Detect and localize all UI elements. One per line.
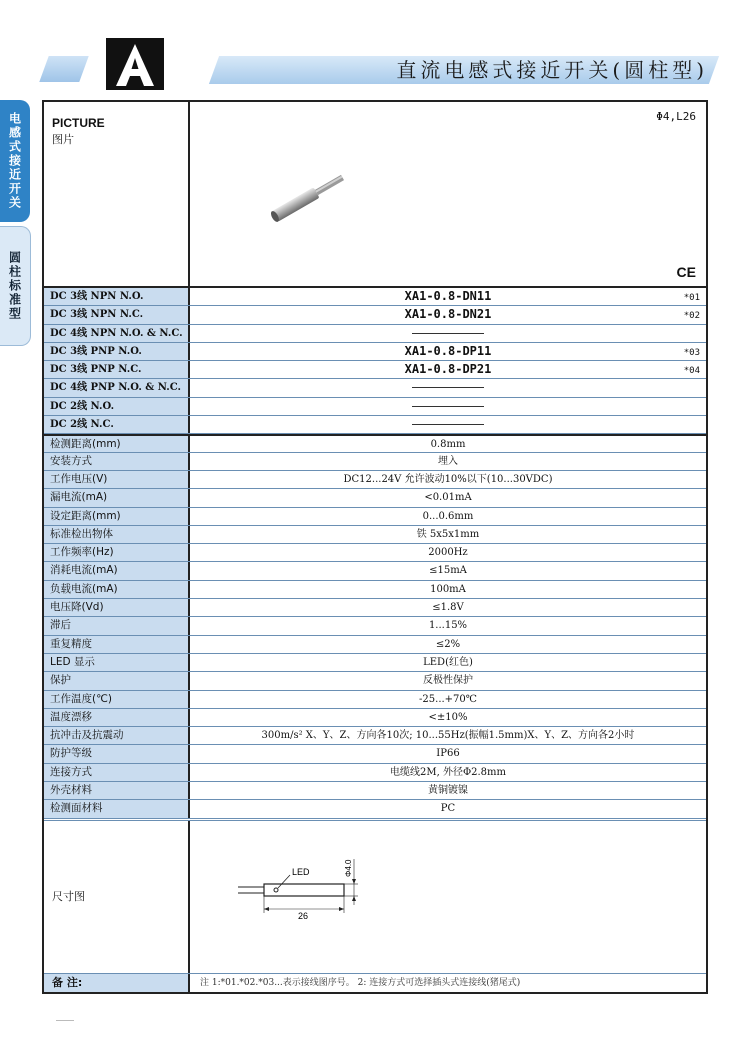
model-label: DC 3线 NPN N.C.: [44, 306, 190, 323]
spec-value: LED(红色): [190, 654, 706, 671]
spec-row: [44, 745, 706, 763]
spec-row: [44, 453, 706, 471]
spec-table: [44, 288, 706, 819]
empty-dash: [412, 333, 484, 334]
model-note: *02: [683, 311, 700, 322]
model-value: [190, 288, 706, 305]
spec-value: DC12...24V 允许波动10%以下(10...30VDC): [190, 471, 706, 488]
spec-label: 工作频率(Hz): [44, 544, 190, 561]
spec-row: [44, 782, 706, 800]
spec-label: 检测距离(mm): [44, 436, 190, 451]
model-row: [44, 288, 706, 306]
spec-value: ≤1.8V: [190, 599, 706, 616]
spec-row: [44, 764, 706, 782]
spec-label: 工作电压(V): [44, 471, 190, 488]
spec-value: 0...0.6mm: [190, 508, 706, 525]
spec-value: 100mA: [190, 581, 706, 598]
side-tab-label: 圆柱标准型: [7, 251, 22, 321]
model-number: XA1-0.8-DN21: [404, 307, 492, 322]
spec-row: [44, 727, 706, 745]
model-row: [44, 306, 706, 324]
header-accent-bar-left: [39, 56, 88, 82]
model-value: [190, 306, 706, 323]
picture-label-cell: [44, 102, 190, 286]
spec-row: [44, 489, 706, 507]
spec-label: 外壳材料: [44, 782, 190, 799]
side-tab-label: 电感式接近开关: [7, 112, 22, 210]
spec-row: [44, 581, 706, 599]
model-row: [44, 325, 706, 343]
spec-row: [44, 654, 706, 672]
empty-dash: [412, 424, 484, 425]
spec-value: 铁 5x5x1mm: [190, 526, 706, 543]
spec-label: 工作温度(℃): [44, 691, 190, 708]
remark-row: [44, 974, 706, 992]
model-value-empty: [190, 325, 706, 342]
picture-spec: Φ4,L26: [656, 110, 696, 123]
diameter-dimension-label: Φ4.0: [344, 859, 353, 877]
remark-label: 备 注:: [44, 974, 190, 992]
spec-row: [44, 691, 706, 709]
spec-row: [44, 471, 706, 489]
spec-value: ≤2%: [190, 636, 706, 653]
spec-row: [44, 800, 706, 818]
spec-label: 电压降(Vd): [44, 599, 190, 616]
spec-row: [44, 599, 706, 617]
spec-row: [44, 526, 706, 544]
spec-label: 保护: [44, 672, 190, 689]
spec-label: 负载电流(mA): [44, 581, 190, 598]
led-callout-label: LED: [292, 867, 310, 877]
model-value-empty: [190, 398, 706, 415]
page-title: 直流电感式接近开关(圆柱型): [396, 58, 708, 82]
spec-value: 0.8mm: [190, 436, 706, 451]
spec-value: <±10%: [190, 709, 706, 726]
spec-label: 检测面材料: [44, 800, 190, 817]
remark-value: 注 1:*01.*02.*03...表示接线图序号。 2: 连接方式可选择插头式连接线(猪尾式): [200, 978, 521, 988]
model-label: DC 3线 PNP N.O.: [44, 343, 190, 360]
side-tab-cylinder-standard[interactable]: [0, 226, 31, 346]
model-label: DC 3线 PNP N.C.: [44, 361, 190, 378]
spec-value: 2000Hz: [190, 544, 706, 561]
spec-row: [44, 544, 706, 562]
sensor-photo: [262, 168, 352, 232]
spec-row: [44, 636, 706, 654]
brand-logo: [100, 38, 170, 90]
picture-label-en: PICTURE: [52, 116, 105, 130]
spec-label: 标准检出物体: [44, 526, 190, 543]
spec-label: 连接方式: [44, 764, 190, 781]
dimension-drawing: [234, 851, 394, 935]
spec-value: 埋入: [190, 453, 706, 470]
spec-label: 安装方式: [44, 453, 190, 470]
model-value-empty: [190, 379, 706, 396]
spec-label: 消耗电流(mA): [44, 562, 190, 579]
spec-row: [44, 672, 706, 690]
dimension-label: 尺寸图: [44, 821, 190, 973]
spec-label: LED 显示: [44, 654, 190, 671]
model-number: XA1-0.8-DN11: [404, 289, 492, 303]
spec-row: [44, 434, 706, 452]
model-label: DC 4线 PNP N.O. & N.C.: [44, 379, 190, 396]
model-label: DC 2线 N.O.: [44, 398, 190, 415]
model-row: [44, 416, 706, 434]
spec-value: ≤15mA: [190, 562, 706, 579]
spec-value: PC: [190, 800, 706, 817]
spec-label: 漏电流(mA): [44, 489, 190, 506]
empty-dash: [412, 406, 484, 407]
spec-value: 1...15%: [190, 617, 706, 634]
model-label: DC 3线 NPN N.O.: [44, 288, 190, 305]
model-note: *01: [683, 293, 700, 303]
spec-sheet: [42, 100, 708, 994]
model-value: [190, 343, 706, 360]
model-row: [44, 361, 706, 379]
model-label: DC 2线 N.C.: [44, 416, 190, 433]
spec-row: [44, 617, 706, 635]
model-note: *03: [683, 347, 700, 358]
picture-section: [44, 102, 706, 288]
spec-value: 电缆线2M, 外径Φ2.8mm: [190, 764, 706, 781]
empty-dash: [412, 387, 484, 388]
dimension-section: [44, 820, 706, 974]
side-tab-inductive-sensor[interactable]: [0, 100, 30, 222]
picture-label-cn: 图片: [52, 133, 74, 146]
spec-value: 黄铜镀镍: [190, 782, 706, 799]
spec-label: 设定距离(mm): [44, 508, 190, 525]
model-note: *04: [683, 366, 700, 377]
ce-mark: CE: [676, 264, 696, 280]
spec-label: 抗冲击及抗震动: [44, 727, 190, 744]
model-value: [190, 361, 706, 378]
spec-row: [44, 562, 706, 580]
length-dimension-label: 26: [298, 911, 309, 921]
spec-label: 温度漂移: [44, 709, 190, 726]
spec-label: 重复精度: [44, 636, 190, 653]
footer-divider: [56, 1020, 74, 1021]
spec-value: IP66: [190, 745, 706, 762]
spec-value: 300m/s² X、Y、Z、方向各10次; 10...55Hz(振幅1.5mm)X、Y、Z、方向各2小时: [190, 727, 706, 744]
model-row: [44, 379, 706, 397]
spec-value: <0.01mA: [190, 489, 706, 506]
model-row: [44, 398, 706, 416]
spec-row: [44, 508, 706, 526]
spec-label: 滞后: [44, 617, 190, 634]
model-number: XA1-0.8-DP11: [404, 343, 492, 358]
spec-value: 反极性保护: [190, 672, 706, 689]
spec-value: -25...+70℃: [190, 691, 706, 708]
model-number: XA1-0.8-DP21: [404, 362, 492, 377]
model-label: DC 4线 NPN N.O. & N.C.: [44, 325, 190, 342]
spec-row: [44, 709, 706, 727]
model-row: [44, 343, 706, 361]
model-value-empty: [190, 416, 706, 433]
spec-label: 防护等级: [44, 745, 190, 762]
